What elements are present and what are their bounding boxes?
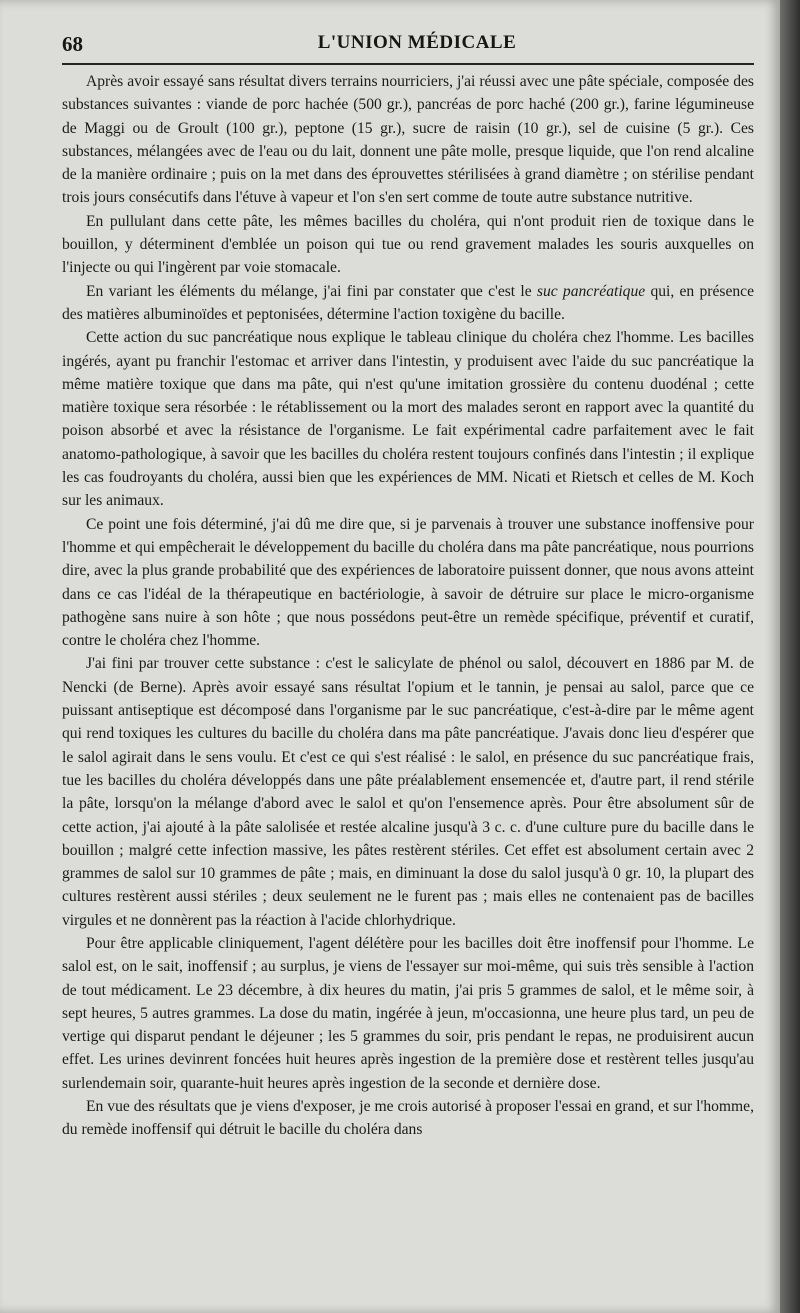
paragraph-culture-medium: Après avoir essayé sans résultat divers terrains nourriciers, j'ai réussi avec une pâte spéciale, composée des substances suivantes : viande de porc hachée (500 gr.), pancréas de porc haché (200 gr.), farine légumineuse de Maggi ou de Groult (100 gr.), peptone (15 gr.), sucre de raisin (10 gr.), sel de cuisine (5 gr.). Ces substances, mélangées avec de l'eau ou du lait, donnent une pâte molle, presque liquide, que l'on rend alcaline de la manière ordinaire ; puis on la met dans des éprouvettes stérilisées à grand diamètre ; on stérilise pendant trois jours consécutifs dans l'étuve à vapeur et l'on s'en sert comme de toute autre substance nutritive. <box>62 73 754 207</box>
paragraph-proposal: En vue des résultats que je viens d'exposer, je me crois autorisé à proposer l'essai en grand, et sur l'homme, du remède inoffensif qui détruit le bacille du choléra dans <box>62 1098 754 1139</box>
paragraph-clinical-picture: Cette action du suc pancréatique nous explique le tableau clinique du choléra chez l'homme. Les bacilles ingérés, ayant pu franchir l'estomac et arriver dans l'intestin, y produisent avec l'aide du suc pancréatique la même matière toxique que dans ma pâte, qui n'est qu'une imitation grossière du contenu duodénal ; cette matière toxique sera résorbée : le rétablissement ou la mort des malades seront en rapport avec la quantité du poison absorbé et avec la résistance de l'organisme. Le fait expérimental cadre parfaitement avec le fait anatomo-pathologique, à savoir que les bacilles du choléra restent toujours confinés dans l'intestin ; il explique les cas foudroyants du choléra, aussi bien que les expériences de MM. Nicati et Rietsch et celles de M. Koch sur les animaux. <box>62 329 754 510</box>
article-body <box>62 70 754 1142</box>
paragraph-self-experiment: Pour être applicable cliniquement, l'agent délétère pour les bacilles doit être inoffensif pour l'homme. Le salol est, on le sait, inoffensif ; au surplus, je viens de l'essayer sur moi-même, qui suis très sensible à l'action de tout médicament. Le 23 décembre, à dix heures du matin, j'ai pris 5 grammes de salol, et le même soir, à sept heures, 5 autres grammes. La dose du matin, ingérée à jeun, m'occasionna, une heure plus tard, un peu de vertige qui disparut pendant le déjeuner ; les 5 grammes du soir, pris pendant le repas, ne produisirent aucun effet. Les urines devinrent foncées huit heures après ingestion de la première dose et restèrent telles jusqu'au surlendemain soir, quarante-huit heures après ingestion de la seconde et dernière dose. <box>62 934 754 1092</box>
header-rule <box>62 63 754 65</box>
paragraph-pancreatic-juice-end: qui, en présence des matières albuminoïdes et peptonisées, détermine l'action toxigène du bacille. <box>62 282 755 323</box>
suc-pancreatique-italic: suc pancréatique <box>536 282 646 300</box>
paragraph-pancreatic-juice <box>62 280 754 327</box>
paragraph-toxic-paste: En pullulant dans cette pâte, les mêmes bacilles du choléra, qui n'ont produit rien de toxique dans le bouillon, y déterminent d'emblée un poison qui tue ou rend gravement malades les souris auxquelles on l'injecte ou qui l'ingèrent par voie stomacale. <box>62 212 754 277</box>
running-title: L'UNION MÉDICALE <box>317 32 517 53</box>
paragraph-salol: J'ai fini par trouver cette substance : c'est le salicylate de phénol ou salol, découvert en 1886 par M. de Nencki (de Berne). Après avoir essayé sans résultat l'opium et le tannin, je pensai au salol, parce que ce puissant antiseptique est décomposé dans l'organisme par le suc pancréatique, c'est-à-dire par le même agent qui rend toxiques les cultures du bacille du choléra dans ma pâte pancréatique. J'avais donc lieu d'espérer que le salol agirait dans le sens voulu. Et c'est ce qui s'est réalisé : le salol, en présence du suc pancréatique frais, tue les bacilles du choléra développés dans une pâte préalablement ensemencée et, d'autre part, il rend stérile la pâte, lorsqu'on la mélange d'abord avec le salol et qu'on l'ensemence après. Pour être absolument sûr de cette action, j'ai ajouté à la pâte salolisée et restée alcaline jusqu'à 3 c. c. d'une culture pure du bacille dans le bouillon ; malgré cette infection massive, les pâtes restèrent stériles. Cet effet est absolument certain avec 2 grammes de salol sur 10 grammes de pâte ; mais, en diminuant la dose du salol jusqu'à 0 gr. 10, la plupart des cultures restèrent aussi stériles ; deux seulement ne le furent pas ; mais elles ne contenaient pas de bacilles virgules et ne donnèrent pas la réaction à l'acide chlorhydrique. <box>62 655 754 929</box>
page-header <box>62 28 752 60</box>
book-gutter-shadow <box>780 0 800 1313</box>
paragraph-pancreatic-juice-start: En variant les éléments du mélange, j'ai fini par constater que c'est le <box>86 282 537 300</box>
paragraph-therapeutic-ideal: Ce point une fois déterminé, j'ai dû me dire que, si je parvenais à trouver une substance inoffensive pour l'homme et qui empêcherait le développement du bacille du choléra dans ma pâte pancréatique, nous pourrions dire, avec la plus grande probabilité que des expériences de laboratoire puissent donner, que nous avons atteint dans ce cas l'idéal de la thérapeutique en bactériologie, à savoir de détruire sur place le micro-organisme pathogène sans nuire à son hôte ; que nous possédons peut-être un remède spécifique, préventif et curatif, contre le choléra chez l'homme. <box>62 515 754 650</box>
page-number: 68 <box>62 32 83 56</box>
